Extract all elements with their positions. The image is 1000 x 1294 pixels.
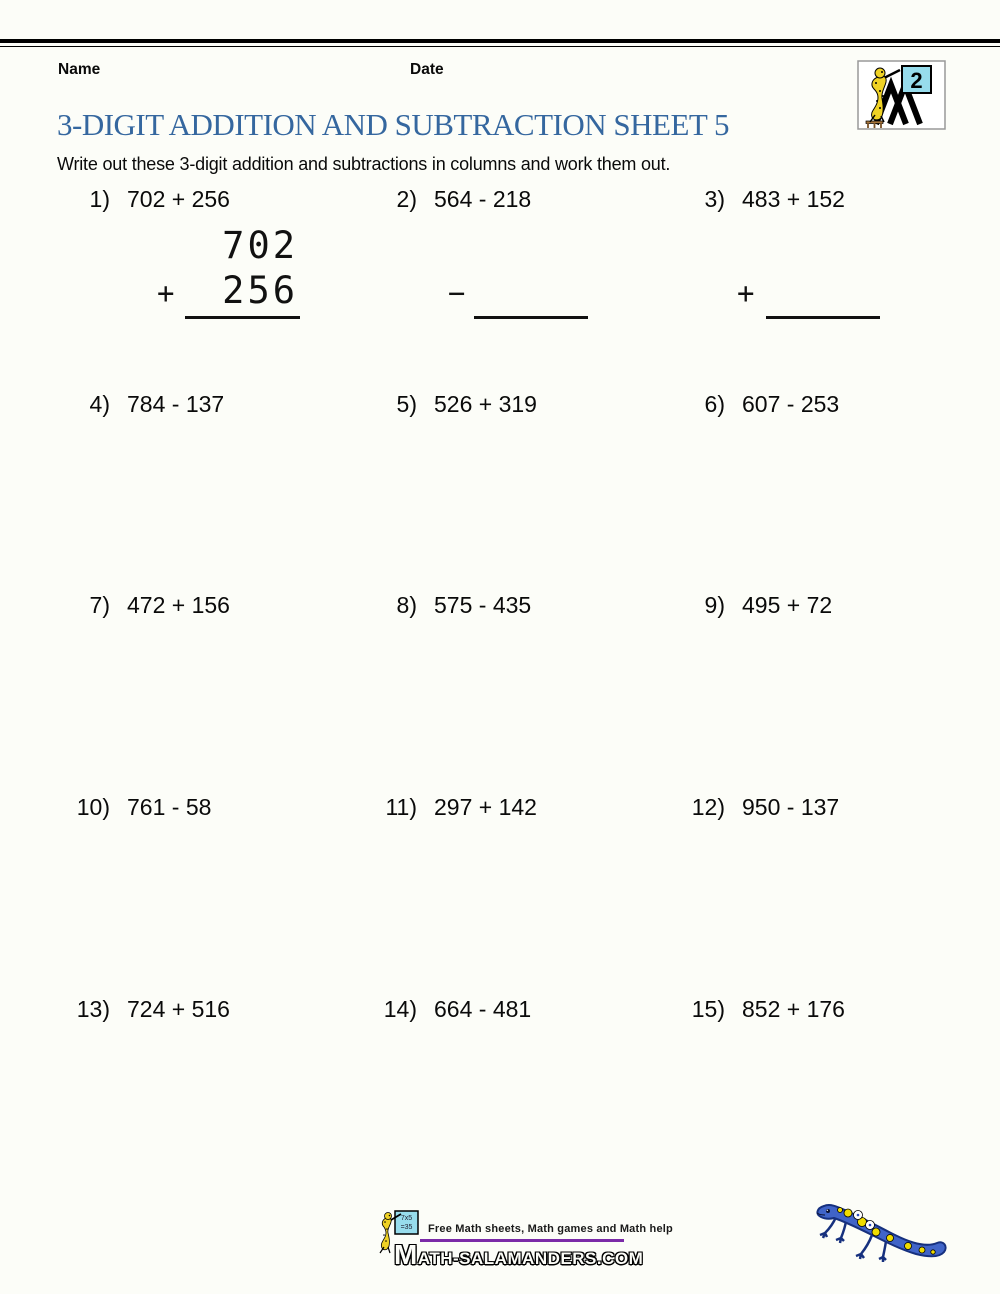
problem-2: [350, 186, 531, 213]
problem-number: 3): [704, 186, 725, 212]
problem-13: [40, 996, 230, 1023]
problem-14: [350, 996, 531, 1023]
problem-number: 14): [383, 996, 417, 1022]
problem-number: 12): [691, 794, 725, 820]
blank-operator-problem-2: −: [448, 276, 466, 310]
blank-answer-line-problem-3: [766, 316, 880, 319]
instruction-text: Write out these 3-digit addition and subtractions in columns and work them out.: [57, 154, 671, 174]
page-title: 3-DIGIT ADDITION AND SUBTRACTION SHEET 5: [57, 107, 730, 142]
problem-expression: 702 + 256: [127, 186, 230, 212]
board-text-line2: =35: [400, 1224, 413, 1231]
problem-15: [658, 996, 845, 1023]
problem-number: 2): [396, 186, 417, 212]
problem-5: [350, 391, 537, 418]
problem-number: 9): [704, 592, 725, 618]
grade-number: 2: [910, 68, 923, 93]
problem-expression: 724 + 516: [127, 996, 230, 1022]
example-answer-line: [185, 316, 300, 319]
problem-expression: 526 + 319: [434, 391, 537, 417]
date-label: Date: [410, 61, 444, 78]
problem-expression: 575 - 435: [434, 592, 532, 618]
problem-expression: 784 - 137: [127, 391, 225, 417]
problem-expression: 761 - 58: [127, 794, 212, 820]
example-bottom-number: 256: [222, 269, 298, 312]
problem-expression: 495 + 72: [742, 592, 833, 618]
problem-12: [658, 794, 839, 821]
problem-4: [40, 391, 224, 418]
problem-expression: 483 + 152: [742, 186, 845, 212]
problem-9: [658, 592, 832, 619]
top-rule-thin: [0, 46, 1000, 47]
problem-3: [658, 186, 845, 213]
problem-number: 7): [89, 592, 110, 618]
problem-expression: 852 + 176: [742, 996, 845, 1022]
board-text-line1: 7x5: [400, 1215, 413, 1222]
footer-site-wordmark: MATH-SALAMANDERS.COM: [394, 1239, 644, 1270]
blank-answer-line-problem-2: [474, 316, 588, 319]
problem-number: 6): [704, 391, 725, 417]
math-salamanders-grade-logo: [857, 60, 946, 130]
example-operator: +: [157, 276, 175, 310]
problem-expression: 564 - 218: [434, 186, 532, 212]
footer-salamander-easel-icon: [372, 1208, 422, 1266]
problem-expression: 607 - 253: [742, 391, 840, 417]
problem-11: [350, 794, 537, 821]
problem-number: 8): [396, 592, 417, 618]
problem-expression: 950 - 137: [742, 794, 840, 820]
problem-number: 4): [89, 391, 110, 417]
problem-number: 5): [396, 391, 417, 417]
example-top-number: 702: [222, 224, 298, 267]
problem-number: 11): [385, 794, 417, 820]
problem-expression: 297 + 142: [434, 794, 537, 820]
problem-expression: 664 - 481: [434, 996, 532, 1022]
problem-1: [40, 186, 230, 213]
name-label: Name: [58, 61, 101, 78]
blue-salamander-icon: [812, 1186, 952, 1270]
problem-expression: 472 + 156: [127, 592, 230, 618]
problem-number: 10): [76, 794, 110, 820]
problem-6: [658, 391, 839, 418]
footer-tagline: Free Math sheets, Math games and Math help: [428, 1223, 673, 1235]
top-rule-thick: [0, 39, 1000, 43]
problem-8: [350, 592, 531, 619]
problem-number: 15): [691, 996, 725, 1022]
problem-number: 1): [89, 186, 110, 212]
blank-operator-problem-3: +: [737, 276, 755, 310]
problem-number: 13): [76, 996, 110, 1022]
problem-7: [40, 592, 230, 619]
problem-10: [40, 794, 211, 821]
